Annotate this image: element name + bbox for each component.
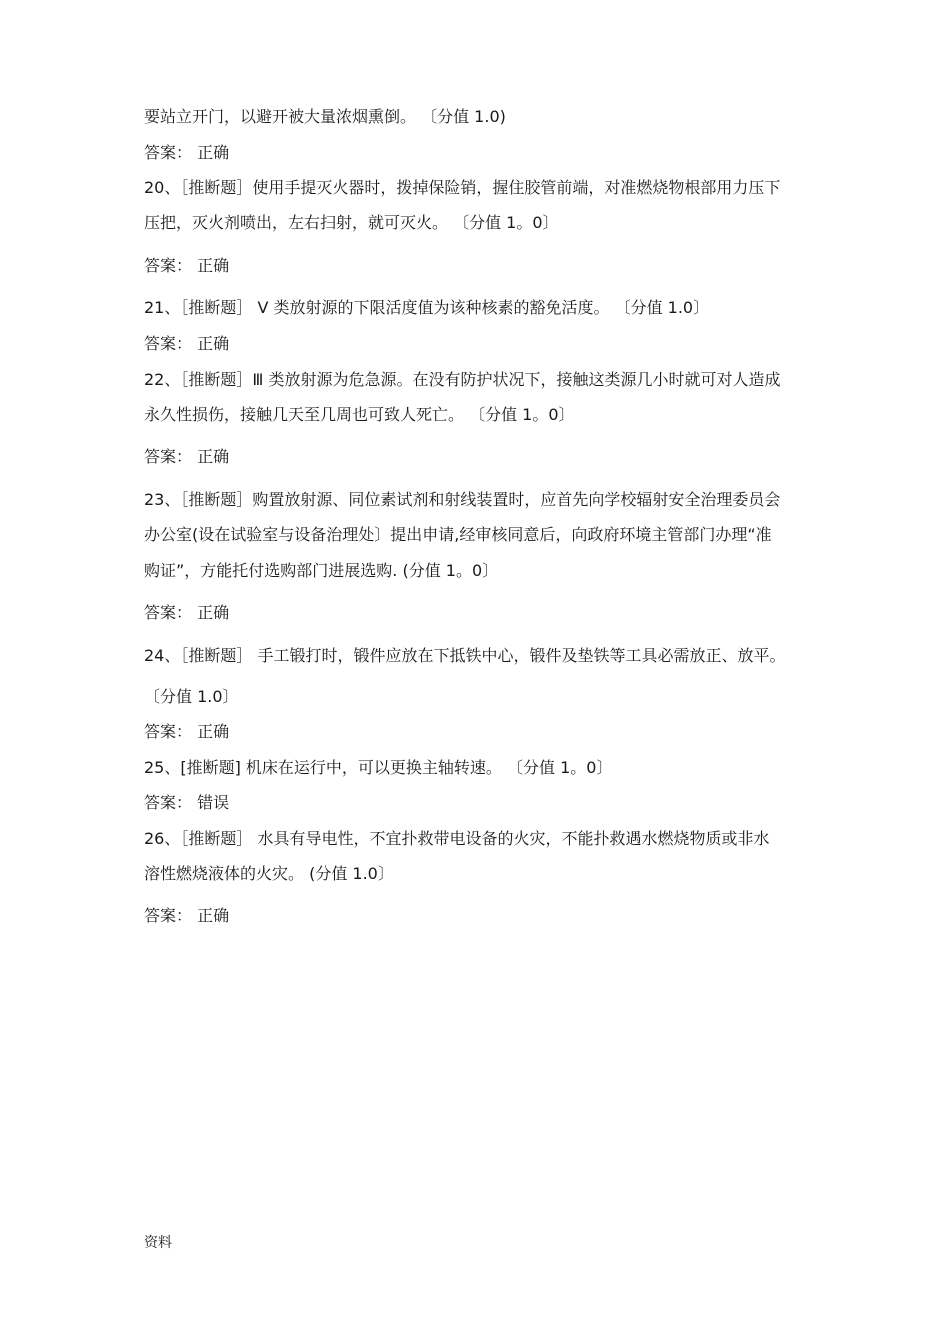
answer-line: 答案： 正确	[144, 256, 230, 275]
question-line: 25、[推断题] 机床在运行中，可以更换主轴转速。 〔分值 1。0〕	[144, 758, 613, 777]
text-line: 办公室(设在试验室与设备治理处〕提出申请,经审核同意后，向政府环境主管部门办理“准	[144, 525, 772, 544]
text-line: 压把，灭火剂喷出，左右扫射，就可灭火。 〔分值 1。0〕	[144, 213, 559, 232]
question-line: 24、［推断题］ 手工锻打时，锻件应放在下抵铁中心，锻件及垫铁等工具必需放正、放平。	[144, 646, 786, 665]
question-line: 20、［推断题］使用手提灭火器时，拨掉保险销，握住胶管前端，对准燃烧物根部用力压下	[144, 178, 781, 197]
text-line: 永久性损伤，接触几天至几周也可致人死亡。 〔分值 1。0〕	[144, 405, 575, 424]
answer-line: 答案： 正确	[144, 447, 230, 466]
answer-line: 答案： 正确	[144, 334, 230, 353]
answer-line: 答案： 正确	[144, 906, 230, 925]
answer-line: 答案： 正确	[144, 143, 230, 162]
text-line: 〔分值 1.0〕	[144, 687, 239, 706]
question-line: 26、［推断题］ 水具有导电性，不宜扑救带电设备的火灾，不能扑救遇水燃烧物质或非水	[144, 829, 770, 848]
answer-line: 答案： 正确	[144, 722, 230, 741]
question-line: 23、［推断题］购置放射源、同位素试剂和射线装置时，应首先向学校辐射安全治理委员会	[144, 490, 781, 509]
text-line: 溶性燃烧液体的火灾。 (分值 1.0〕	[144, 864, 394, 883]
text-line: 购证”，方能托付选购部门进展选购. (分值 1。0〕	[144, 561, 499, 580]
question-line: 22、［推断题］Ⅲ 类放射源为危急源。在没有防护状况下，接触这类源几小时就可对人造成	[144, 370, 781, 389]
text-line: 要站立开门，以避开被大量浓烟熏倒。 〔分值 1.0)	[144, 107, 506, 126]
answer-line: 答案： 正确	[144, 603, 230, 622]
question-line: 21、［推断题］ V 类放射源的下限活度值为该种核素的豁免活度。 〔分值 1.0〕	[144, 298, 710, 317]
page-footer: 资料	[144, 1235, 172, 1251]
answer-line: 答案： 错误	[144, 793, 230, 812]
